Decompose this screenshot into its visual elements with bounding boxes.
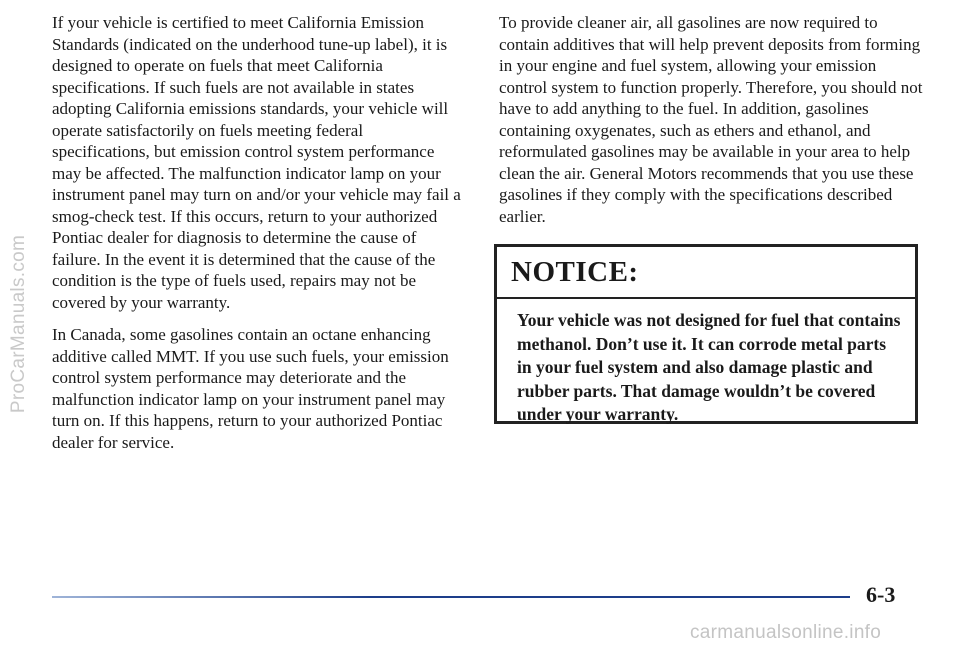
right-column <box>499 12 923 238</box>
paragraph-cleaner-air: To provide cleaner air, all gasolines are now required to contain additives that will help prevent deposits from forming in your engine and fuel system, allowing your emission control system to function properly. Therefore, you should not have to add anything to the fuel. In addition, gasolines containing oxygenates, such as ethers and ethanol, and reformulated gasolines may be available in your area to help clean the air. General Motors recommends that you use these gasolines if they comply with the specifications described earlier. <box>499 13 923 226</box>
footer-rule <box>52 596 850 598</box>
page-number: 6-3 <box>866 582 896 607</box>
notice-box <box>494 244 918 424</box>
notice-title: NOTICE: <box>511 255 639 288</box>
left-column <box>52 12 464 464</box>
watermark-left-text: ProCarManuals.com <box>8 234 29 413</box>
paragraph-california-emission: If your vehicle is certified to meet California Emission Standards (indicated on the underhood tune-up label), it is designed to operate on fuels that meet California specifications. If such fuels are not available in states adopting California emissions standards, your vehicle will operate satisfactorily on fuels meeting federal specifications, but emission control system performance may be affected. The malfunction indicator lamp on your instrument panel may turn on and/or your vehicle may fail a smog-check test. If this occurs, return to your authorized Pontiac dealer for diagnosis to determine the cause of failure. In the event it is determined that the cause of the condition is the type of fuels used, repairs may not be covered by your warranty. <box>52 13 461 312</box>
notice-body: Your vehicle was not designed for fuel that contains methanol. Don’t use it. It can corrode metal parts in your fuel system and also damage plastic and rubber parts. That damage wouldn’t be covered under your warranty. <box>517 310 901 424</box>
watermark-procarmanuals <box>4 0 34 647</box>
paragraph-canada-mmt: In Canada, some gasolines contain an octane enhancing additive called MMT. If you use such fuels, your emission control system performance may deteriorate and the malfunction indicator lamp on your instrument panel may turn on. If this happens, return to your authorized Pontiac dealer for service. <box>52 325 449 452</box>
notice-header <box>497 247 915 299</box>
watermark-carmanualsonline: carmanualsonline.info <box>690 622 882 643</box>
